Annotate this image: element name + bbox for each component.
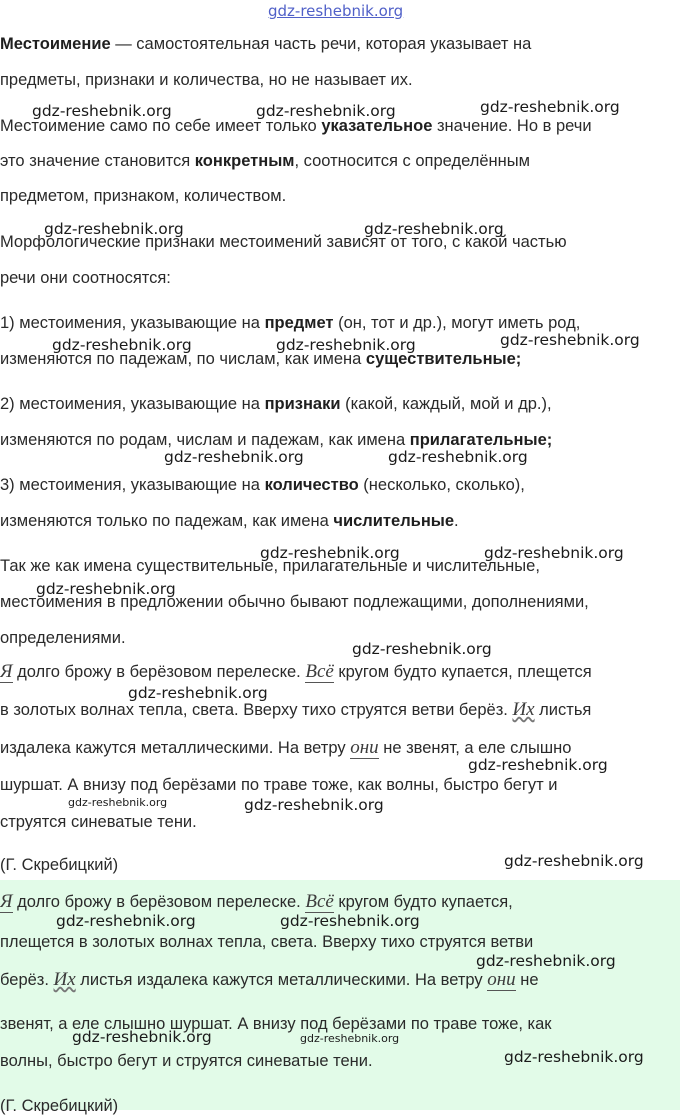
definition-line: предметы, признаки и количества, но не называет их. [0, 71, 413, 89]
watermark: gdz-reshebnik.org [36, 580, 176, 598]
paragraph-line: Так же как имена существительные, прилагательные и числительные, [0, 557, 540, 575]
paragraph-line: это значение становится конкретным, соотносится с определённым [0, 152, 530, 170]
list-item: изменяются по родам, числам и падежам, как имена прилагательные; [0, 431, 553, 449]
watermark: gdz-reshebnik.org [504, 852, 644, 870]
watermark: gdz-reshebnik.org [52, 336, 192, 354]
watermark: gdz-reshebnik.org [364, 220, 504, 238]
watermark: gdz-reshebnik.org [300, 1032, 400, 1045]
paragraph-line: речи они соотносятся: [0, 269, 171, 287]
excerpt-line: Я долго брожу в берёзовом перелеске. Всё кругом будто купается, плещется [0, 661, 592, 682]
answer-author: (Г. Скребицкий) [0, 1097, 119, 1115]
watermark: gdz-reshebnik.org [504, 1048, 644, 1066]
watermark: gdz-reshebnik.org [128, 684, 268, 702]
definition-line: Местоимение — самостоятельная часть речи, которая указывает на [0, 35, 532, 53]
paragraph-line: Местоимение само по себе имеет только указательное значение. Но в речи [0, 117, 592, 135]
list-item: 2) местоимения, указывающие на признаки (какой, каждый, мой и др.), [0, 395, 552, 413]
watermark: gdz-reshebnik.org [352, 640, 492, 658]
term: Местоимение [0, 35, 111, 53]
watermark: gdz-reshebnik.org [468, 756, 608, 774]
answer-line: плещется в золотых волнах тепла, света. Вверху тихо струятся ветви [0, 933, 534, 951]
pronoun-ih: Их [512, 699, 535, 720]
watermark-link[interactable]: gdz-reshebnik.org [268, 2, 404, 20]
list-item: 3) местоимения, указывающие на количество (несколько, сколько), [0, 476, 525, 494]
pronoun-vse: Всё [305, 661, 334, 682]
watermark: gdz-reshebnik.org [280, 912, 420, 930]
watermark: gdz-reshebnik.org [256, 102, 396, 120]
list-item: изменяются по падежам, по числам, как имена существительные; [0, 350, 522, 368]
watermark: gdz-reshebnik.org [484, 544, 624, 562]
paragraph-line: определениями. [0, 629, 126, 647]
answer-line: Я долго брожу в берёзовом перелеске. Всё кругом будто купается, [0, 891, 513, 912]
pronoun-ya: Я [0, 891, 13, 912]
excerpt-author: (Г. Скребицкий) [0, 856, 119, 874]
pronoun-oni: они [487, 969, 516, 990]
watermark: gdz-reshebnik.org [260, 544, 400, 562]
watermark: gdz-reshebnik.org [68, 796, 168, 809]
watermark: gdz-reshebnik.org [388, 448, 528, 466]
answer-line: волны, быстро бегут и струятся синеватые тени. [0, 1052, 373, 1070]
list-item: 1) местоимения, указывающие на предмет (он, тот и др.), могут иметь род, [0, 314, 581, 332]
pronoun-oni: они [350, 737, 379, 758]
excerpt-line: в золотых волнах тепла, света. Вверху тихо струятся ветви берёз. Их листья [0, 699, 592, 720]
excerpt-line: шуршат. А внизу под берёзами по траве тоже, как волны, быстро бегут и [0, 776, 558, 794]
answer-line: звенят, а еле слышно шуршат. А внизу под берёзами по траве тоже, как [0, 1015, 552, 1033]
watermark: gdz-reshebnik.org [476, 952, 616, 970]
excerpt-line: издалека кажутся металлическими. На ветру они не звенят, а еле слышно [0, 737, 572, 758]
list-item: изменяются только по падежам, как имена числительные. [0, 512, 459, 530]
watermark: gdz-reshebnik.org [244, 796, 384, 814]
watermark: gdz-reshebnik.org [164, 448, 304, 466]
paragraph-line: Морфологические признаки местоимений зависят от того, с какой частью [0, 233, 567, 251]
watermark: gdz-reshebnik.org [276, 336, 416, 354]
answer-line: берёз. Их листья издалека кажутся металлическими. На ветру они не [0, 969, 539, 990]
watermark: gdz-reshebnik.org [480, 98, 620, 116]
watermark: gdz-reshebnik.org [500, 331, 640, 349]
pronoun-ih: Их [53, 969, 76, 990]
pronoun-ya: Я [0, 661, 13, 682]
watermark: gdz-reshebnik.org [72, 1028, 212, 1046]
excerpt-line: струятся синеватые тени. [0, 813, 197, 831]
watermark: gdz-reshebnik.org [44, 220, 184, 238]
paragraph-line: предметом, признаком, количеством. [0, 187, 287, 205]
pronoun-vse: Всё [305, 891, 334, 912]
watermark: gdz-reshebnik.org [32, 102, 172, 120]
watermark: gdz-reshebnik.org [56, 912, 196, 930]
paragraph-line: местоимения в предложении обычно бывают подлежащими, дополнениями, [0, 593, 589, 611]
